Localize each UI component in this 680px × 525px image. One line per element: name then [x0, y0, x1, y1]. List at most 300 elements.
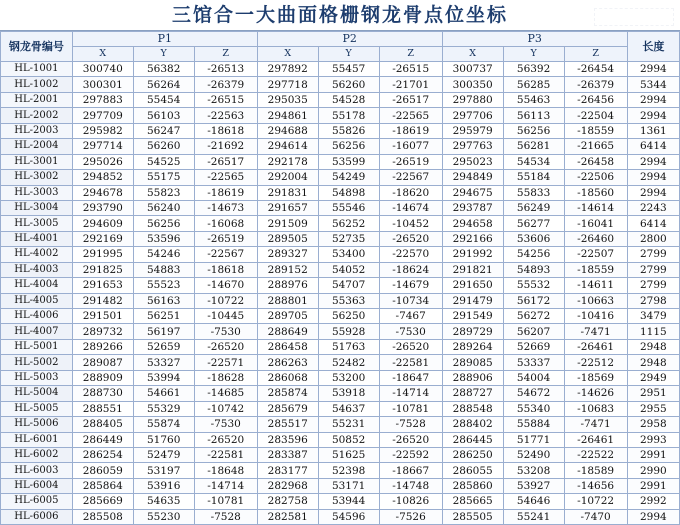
table-row — [1, 463, 680, 478]
cell-p1-z: -26513 — [194, 62, 257, 77]
cell-p2-y: 53171 — [318, 478, 379, 493]
table-row — [1, 185, 680, 200]
cell-beam-id: HL-3005 — [1, 216, 73, 231]
cell-p2-z: -7467 — [379, 309, 442, 324]
table-row — [1, 108, 680, 123]
cell-length: 2800 — [627, 231, 679, 246]
cell-p2-x: 286458 — [257, 339, 318, 354]
cell-p3-y: 51771 — [503, 432, 564, 447]
cell-p3-z: -10663 — [564, 293, 627, 308]
coordinates-table — [0, 31, 680, 525]
cell-p2-y: 54898 — [318, 185, 379, 200]
header-group-row — [1, 32, 680, 47]
cell-p3-y: 55340 — [503, 401, 564, 416]
cell-p2-x: 286068 — [257, 370, 318, 385]
cell-length: 2948 — [627, 339, 679, 354]
cell-length: 2955 — [627, 401, 679, 416]
cell-length: 2994 — [627, 185, 679, 200]
cell-p1-y: 53916 — [133, 478, 194, 493]
cell-p2-y: 55363 — [318, 293, 379, 308]
cell-p3-y: 54004 — [503, 370, 564, 385]
cell-beam-id: HL-1002 — [1, 77, 73, 92]
cell-length: 3479 — [627, 309, 679, 324]
cell-p1-x: 285508 — [72, 509, 133, 524]
cell-p1-y: 54661 — [133, 386, 194, 401]
cell-beam-id: HL-1001 — [1, 62, 73, 77]
cell-p1-y: 53197 — [133, 463, 194, 478]
cell-p3-y: 55241 — [503, 509, 564, 524]
cell-p2-x: 291509 — [257, 216, 318, 231]
header-p2-y: Y — [318, 47, 379, 62]
cell-p3-z: -26379 — [564, 77, 627, 92]
table-row — [1, 339, 680, 354]
cell-p2-z: -26520 — [379, 339, 442, 354]
cell-p2-y: 53599 — [318, 154, 379, 169]
cell-p2-z: -16077 — [379, 139, 442, 154]
cell-p3-x: 288906 — [442, 370, 503, 385]
cell-p1-x: 289087 — [72, 355, 133, 370]
cell-p2-z: -7526 — [379, 509, 442, 524]
cell-p1-z: -22571 — [194, 355, 257, 370]
cell-p3-x: 293787 — [442, 200, 503, 215]
cell-length: 2799 — [627, 262, 679, 277]
table-row — [1, 92, 680, 107]
cell-p1-x: 291501 — [72, 309, 133, 324]
cell-p2-x: 282758 — [257, 494, 318, 509]
cell-p3-x: 291821 — [442, 262, 503, 277]
cell-p1-x: 288405 — [72, 417, 133, 432]
cell-p2-z: -14679 — [379, 278, 442, 293]
cell-p3-y: 53337 — [503, 355, 564, 370]
cell-p1-x: 285669 — [72, 494, 133, 509]
cell-p3-x: 297706 — [442, 108, 503, 123]
cell-p1-x: 288909 — [72, 370, 133, 385]
cell-p2-y: 53400 — [318, 247, 379, 262]
header-length: 长度 — [627, 32, 679, 62]
cell-p1-y: 55823 — [133, 185, 194, 200]
cell-p2-x: 292004 — [257, 170, 318, 185]
cell-p2-x: 294861 — [257, 108, 318, 123]
cell-p3-x: 288727 — [442, 386, 503, 401]
cell-p3-x: 289264 — [442, 339, 503, 354]
cell-p2-x: 291831 — [257, 185, 318, 200]
cell-p2-x: 294614 — [257, 139, 318, 154]
cell-p2-x: 289327 — [257, 247, 318, 262]
cell-p2-z: -18619 — [379, 123, 442, 138]
cell-p3-z: -26460 — [564, 231, 627, 246]
cell-p2-z: -18647 — [379, 370, 442, 385]
cell-p1-z: -26515 — [194, 92, 257, 107]
cell-p2-z: -21701 — [379, 77, 442, 92]
header-p1-y: Y — [133, 47, 194, 62]
cell-beam-id: HL-6006 — [1, 509, 73, 524]
cell-p1-y: 56197 — [133, 324, 194, 339]
header-p2-z: Z — [379, 47, 442, 62]
cell-p2-z: -14714 — [379, 386, 442, 401]
cell-p3-z: -21665 — [564, 139, 627, 154]
cell-p1-y: 56382 — [133, 62, 194, 77]
cell-p1-x: 286059 — [72, 463, 133, 478]
cell-p3-x: 289085 — [442, 355, 503, 370]
cell-p3-y: 56249 — [503, 200, 564, 215]
cell-p3-y: 53606 — [503, 231, 564, 246]
cell-p1-y: 56260 — [133, 139, 194, 154]
table-row — [1, 262, 680, 277]
cell-p1-z: -18618 — [194, 262, 257, 277]
cell-p3-x: 297763 — [442, 139, 503, 154]
table-row — [1, 216, 680, 231]
cell-p2-z: -22565 — [379, 108, 442, 123]
cell-p3-z: -18560 — [564, 185, 627, 200]
cell-p2-z: -22567 — [379, 170, 442, 185]
table-row — [1, 123, 680, 138]
cell-p2-x: 289705 — [257, 309, 318, 324]
table-row — [1, 231, 680, 246]
cell-p3-x: 300737 — [442, 62, 503, 77]
cell-p3-y: 56256 — [503, 123, 564, 138]
cell-beam-id: HL-3003 — [1, 185, 73, 200]
cell-p3-z: -26456 — [564, 92, 627, 107]
table-row — [1, 432, 680, 447]
cell-beam-id: HL-2001 — [1, 92, 73, 107]
cell-p1-z: -18648 — [194, 463, 257, 478]
cell-p3-y: 53927 — [503, 478, 564, 493]
cell-p2-y: 54528 — [318, 92, 379, 107]
cell-p1-z: -16068 — [194, 216, 257, 231]
cell-length: 2798 — [627, 293, 679, 308]
cell-p3-y: 54672 — [503, 386, 564, 401]
cell-p3-z: -26458 — [564, 154, 627, 169]
table-row — [1, 386, 680, 401]
cell-p3-y: 56392 — [503, 62, 564, 77]
cell-p3-z: -26454 — [564, 62, 627, 77]
cell-p1-y: 55329 — [133, 401, 194, 416]
cell-p2-z: -18667 — [379, 463, 442, 478]
cell-p2-y: 54249 — [318, 170, 379, 185]
cell-p2-x: 289152 — [257, 262, 318, 277]
table-row — [1, 370, 680, 385]
cell-p2-z: -10781 — [379, 401, 442, 416]
cell-length: 2994 — [627, 108, 679, 123]
cell-p2-y: 55457 — [318, 62, 379, 77]
cell-p1-z: -26519 — [194, 231, 257, 246]
cell-p2-z: -14674 — [379, 200, 442, 215]
cell-beam-id: HL-4007 — [1, 324, 73, 339]
cell-length: 6414 — [627, 139, 679, 154]
cell-p3-x: 289729 — [442, 324, 503, 339]
cell-p3-x: 286250 — [442, 447, 503, 462]
cell-p1-y: 53994 — [133, 370, 194, 385]
cell-p3-z: -22522 — [564, 447, 627, 462]
cell-p3-x: 295023 — [442, 154, 503, 169]
cell-p1-z: -26520 — [194, 432, 257, 447]
cell-p2-x: 297718 — [257, 77, 318, 92]
table-row — [1, 509, 680, 524]
cell-p3-z: -26461 — [564, 432, 627, 447]
cell-p1-x: 291482 — [72, 293, 133, 308]
cell-p3-y: 55463 — [503, 92, 564, 107]
cell-p3-x: 297880 — [442, 92, 503, 107]
cell-p2-z: -26515 — [379, 62, 442, 77]
cell-length: 2994 — [627, 154, 679, 169]
cell-p1-z: -22565 — [194, 170, 257, 185]
cell-p1-y: 54246 — [133, 247, 194, 262]
cell-p2-x: 283177 — [257, 463, 318, 478]
cell-p3-y: 56172 — [503, 293, 564, 308]
cell-p1-z: -7530 — [194, 417, 257, 432]
header-axis-row — [1, 47, 680, 62]
header-p1-z: Z — [194, 47, 257, 62]
cell-length: 1115 — [627, 324, 679, 339]
cell-p2-x: 295035 — [257, 92, 318, 107]
cell-beam-id: HL-4001 — [1, 231, 73, 246]
cell-p1-x: 297714 — [72, 139, 133, 154]
cell-p2-y: 56260 — [318, 77, 379, 92]
cell-p2-y: 52735 — [318, 231, 379, 246]
cell-p2-y: 54596 — [318, 509, 379, 524]
cell-length: 1361 — [627, 123, 679, 138]
cell-p3-x: 294675 — [442, 185, 503, 200]
cell-p2-z: -14748 — [379, 478, 442, 493]
cell-p2-y: 55826 — [318, 123, 379, 138]
cell-p2-z: -10452 — [379, 216, 442, 231]
table-row — [1, 494, 680, 509]
cell-p3-z: -14656 — [564, 478, 627, 493]
table-row — [1, 200, 680, 215]
cell-beam-id: HL-4004 — [1, 278, 73, 293]
cell-p3-y: 52669 — [503, 339, 564, 354]
table-row — [1, 77, 680, 92]
cell-length: 2949 — [627, 370, 679, 385]
cell-p1-z: -14670 — [194, 278, 257, 293]
cell-length: 2994 — [627, 62, 679, 77]
cell-beam-id: HL-5005 — [1, 401, 73, 416]
cell-length: 2990 — [627, 463, 679, 478]
cell-p1-z: -18628 — [194, 370, 257, 385]
cell-length: 2992 — [627, 494, 679, 509]
cell-p2-y: 56252 — [318, 216, 379, 231]
cell-p2-z: -22581 — [379, 355, 442, 370]
cell-p1-x: 288730 — [72, 386, 133, 401]
cell-length: 2994 — [627, 92, 679, 107]
cell-p1-z: -14673 — [194, 200, 257, 215]
cell-p3-x: 291479 — [442, 293, 503, 308]
cell-beam-id: HL-3004 — [1, 200, 73, 215]
cell-p1-z: -22581 — [194, 447, 257, 462]
cell-p1-z: -10722 — [194, 293, 257, 308]
cell-p2-x: 282581 — [257, 509, 318, 524]
cell-p1-x: 292169 — [72, 231, 133, 246]
cell-p2-z: -18624 — [379, 262, 442, 277]
cell-p1-y: 56264 — [133, 77, 194, 92]
table-body — [1, 62, 680, 525]
cell-p1-y: 54883 — [133, 262, 194, 277]
cell-p2-y: 54707 — [318, 278, 379, 293]
cell-beam-id: HL-6004 — [1, 478, 73, 493]
cell-p3-y: 56281 — [503, 139, 564, 154]
cell-p3-x: 288402 — [442, 417, 503, 432]
cell-p1-y: 56103 — [133, 108, 194, 123]
cell-p2-x: 289505 — [257, 231, 318, 246]
table-row — [1, 355, 680, 370]
cell-p1-z: -14714 — [194, 478, 257, 493]
header-id: 钢龙骨编号 — [1, 32, 73, 62]
cell-p3-x: 286445 — [442, 432, 503, 447]
cell-p3-y: 54646 — [503, 494, 564, 509]
cell-p1-x: 297883 — [72, 92, 133, 107]
table-row — [1, 478, 680, 493]
cell-beam-id: HL-2004 — [1, 139, 73, 154]
cell-p3-z: -7470 — [564, 509, 627, 524]
cell-p3-z: -10416 — [564, 309, 627, 324]
table-row — [1, 293, 680, 308]
cell-beam-id: HL-2003 — [1, 123, 73, 138]
cell-p1-y: 55230 — [133, 509, 194, 524]
header-p2-x: X — [257, 47, 318, 62]
cell-length: 2994 — [627, 170, 679, 185]
cell-p2-z: -26520 — [379, 231, 442, 246]
cell-length: 2991 — [627, 478, 679, 493]
watermark-stamp — [594, 8, 674, 26]
cell-p2-y: 53918 — [318, 386, 379, 401]
cell-beam-id: HL-6001 — [1, 432, 73, 447]
cell-p3-z: -18559 — [564, 123, 627, 138]
cell-p3-x: 300350 — [442, 77, 503, 92]
table-row — [1, 309, 680, 324]
cell-p1-x: 286254 — [72, 447, 133, 462]
cell-p2-x: 292178 — [257, 154, 318, 169]
cell-p1-x: 289732 — [72, 324, 133, 339]
cell-beam-id: HL-2002 — [1, 108, 73, 123]
cell-p3-y: 55532 — [503, 278, 564, 293]
cell-p1-y: 56251 — [133, 309, 194, 324]
cell-p1-y: 53327 — [133, 355, 194, 370]
table-row — [1, 417, 680, 432]
cell-p2-x: 283596 — [257, 432, 318, 447]
cell-beam-id: HL-4002 — [1, 247, 73, 262]
cell-p3-z: -10683 — [564, 401, 627, 416]
cell-p3-y: 56272 — [503, 309, 564, 324]
table-row — [1, 247, 680, 262]
cell-length: 5344 — [627, 77, 679, 92]
cell-p1-y: 51760 — [133, 432, 194, 447]
cell-p3-z: -18569 — [564, 370, 627, 385]
cell-p1-z: -7528 — [194, 509, 257, 524]
cell-length: 2799 — [627, 247, 679, 262]
cell-p1-x: 295982 — [72, 123, 133, 138]
cell-p3-z: -14611 — [564, 278, 627, 293]
table-row — [1, 324, 680, 339]
cell-p2-x: 288801 — [257, 293, 318, 308]
cell-p3-y: 56277 — [503, 216, 564, 231]
cell-beam-id: HL-6003 — [1, 463, 73, 478]
cell-p2-y: 50852 — [318, 432, 379, 447]
cell-p2-y: 56250 — [318, 309, 379, 324]
cell-p2-y: 52398 — [318, 463, 379, 478]
cell-p1-y: 56247 — [133, 123, 194, 138]
cell-length: 2991 — [627, 447, 679, 462]
cell-p3-x: 286055 — [442, 463, 503, 478]
cell-p3-z: -16041 — [564, 216, 627, 231]
cell-beam-id: HL-3001 — [1, 154, 73, 169]
cell-p1-y: 53596 — [133, 231, 194, 246]
cell-p2-y: 53944 — [318, 494, 379, 509]
cell-p2-y: 55928 — [318, 324, 379, 339]
cell-p3-z: -7471 — [564, 324, 627, 339]
cell-p1-x: 294678 — [72, 185, 133, 200]
cell-p1-z: -22567 — [194, 247, 257, 262]
cell-p3-x: 285860 — [442, 478, 503, 493]
cell-p1-x: 291995 — [72, 247, 133, 262]
cell-p3-z: -14614 — [564, 200, 627, 215]
cell-p1-y: 55523 — [133, 278, 194, 293]
cell-p1-x: 288551 — [72, 401, 133, 416]
cell-p2-z: -10734 — [379, 293, 442, 308]
cell-p3-y: 55184 — [503, 170, 564, 185]
table-row — [1, 170, 680, 185]
cell-p1-x: 289266 — [72, 339, 133, 354]
cell-p1-z: -18619 — [194, 185, 257, 200]
cell-p3-x: 294658 — [442, 216, 503, 231]
cell-p2-z: -10826 — [379, 494, 442, 509]
cell-length: 2993 — [627, 432, 679, 447]
cell-p2-z: -26519 — [379, 154, 442, 169]
cell-length: 2799 — [627, 278, 679, 293]
cell-p2-x: 285679 — [257, 401, 318, 416]
cell-p3-z: -26461 — [564, 339, 627, 354]
cell-p1-y: 55175 — [133, 170, 194, 185]
cell-p2-y: 51625 — [318, 447, 379, 462]
cell-p1-y: 55874 — [133, 417, 194, 432]
cell-beam-id: HL-4006 — [1, 309, 73, 324]
cell-p1-x: 286449 — [72, 432, 133, 447]
cell-p2-z: -18620 — [379, 185, 442, 200]
cell-p1-z: -10445 — [194, 309, 257, 324]
cell-length: 2994 — [627, 509, 679, 524]
cell-p1-x: 291825 — [72, 262, 133, 277]
cell-p1-x: 285864 — [72, 478, 133, 493]
cell-p1-x: 297709 — [72, 108, 133, 123]
cell-p3-y: 52490 — [503, 447, 564, 462]
cell-p3-z: -22512 — [564, 355, 627, 370]
cell-p2-y: 52482 — [318, 355, 379, 370]
cell-p3-x: 292166 — [442, 231, 503, 246]
cell-p2-y: 51763 — [318, 339, 379, 354]
cell-p2-x: 288649 — [257, 324, 318, 339]
cell-p2-x: 286263 — [257, 355, 318, 370]
header-group-p2: P2 — [257, 32, 442, 47]
table-row — [1, 139, 680, 154]
cell-p2-z: -7530 — [379, 324, 442, 339]
cell-p3-z: -22504 — [564, 108, 627, 123]
cell-length: 6414 — [627, 216, 679, 231]
cell-p3-x: 291549 — [442, 309, 503, 324]
header-p3-z: Z — [564, 47, 627, 62]
cell-p1-x: 295026 — [72, 154, 133, 169]
cell-p1-y: 54635 — [133, 494, 194, 509]
cell-p2-z: -26520 — [379, 432, 442, 447]
cell-p2-z: -22570 — [379, 247, 442, 262]
cell-p1-y: 56163 — [133, 293, 194, 308]
table-row — [1, 154, 680, 169]
header-p1-x: X — [72, 47, 133, 62]
cell-p3-y: 55833 — [503, 185, 564, 200]
cell-p3-y: 54256 — [503, 247, 564, 262]
cell-p2-z: -22592 — [379, 447, 442, 462]
cell-p1-x: 291653 — [72, 278, 133, 293]
cell-p1-z: -21692 — [194, 139, 257, 154]
cell-beam-id: HL-6002 — [1, 447, 73, 462]
